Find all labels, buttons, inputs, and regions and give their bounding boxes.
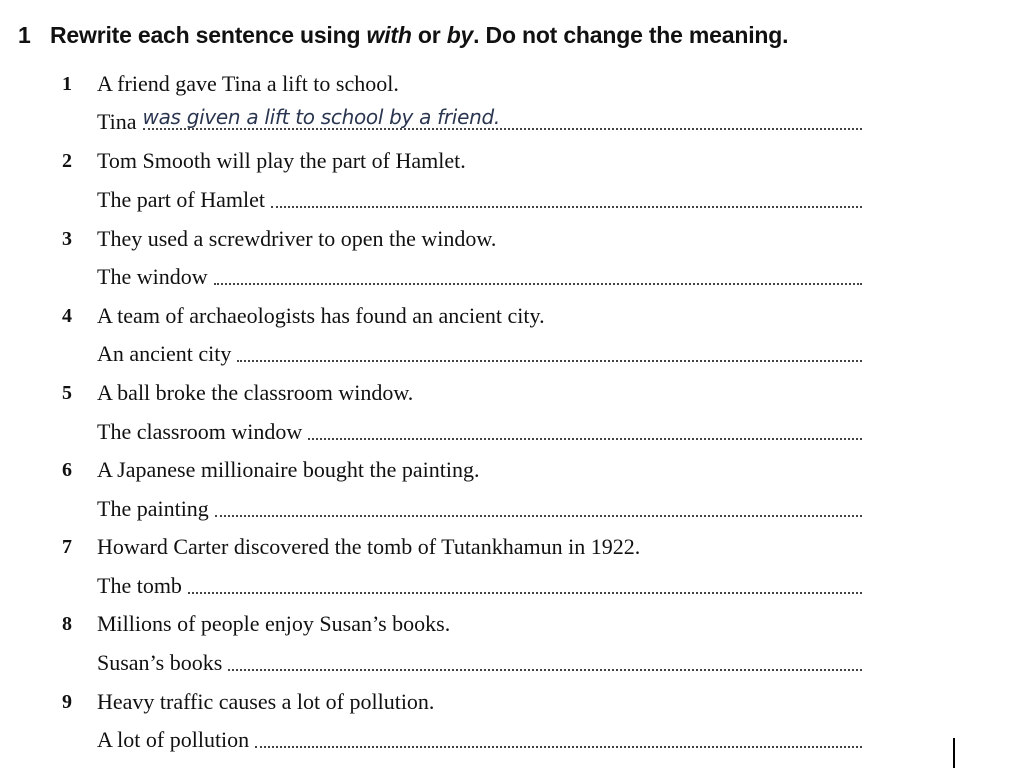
item-1-prompt: A friend gave Tina a lift to school. (97, 71, 399, 96)
item-5-answer-field[interactable] (308, 437, 862, 440)
item-5-prompt: A ball broke the classroom window. (97, 380, 414, 405)
item-1-answer-line[interactable] (97, 105, 862, 135)
item-1-stem: Tina (97, 109, 137, 134)
item-7-answer-line[interactable] (97, 573, 862, 599)
instruction-text-2: . Do not change the meaning. (473, 22, 789, 48)
item-2-number: 2 (62, 150, 72, 172)
item-9-answer-line[interactable] (97, 727, 862, 753)
exercise-number: 1 (18, 22, 31, 48)
item-6-stem: The painting (97, 496, 209, 521)
item-7-stem: The tomb (97, 573, 182, 598)
item-4-answer-field[interactable] (237, 359, 862, 362)
item-3-stem: The window (97, 264, 208, 289)
item-9-stem: A lot of pollution (97, 727, 250, 752)
item-4-stem: An ancient city (97, 341, 232, 366)
item-8-answer-line[interactable] (97, 650, 862, 676)
item-1-handwritten-answer: was given a lift to school by a friend. (142, 105, 500, 129)
instruction-word-with: with (366, 22, 412, 48)
item-6-answer-line[interactable] (97, 496, 862, 522)
item-4-answer-line[interactable] (97, 341, 862, 367)
item-9-answer-field[interactable] (255, 745, 862, 748)
instruction-word-by: by (446, 22, 474, 48)
item-9-number: 9 (62, 691, 72, 713)
item-1-answer-field[interactable] (142, 105, 862, 130)
item-7-prompt: Howard Carter discovered the tomb of Tutankhamun in 1922. (97, 534, 641, 559)
item-3-answer-line[interactable] (97, 264, 862, 290)
item-4-number: 4 (62, 305, 72, 327)
item-2-stem: The part of Hamlet (97, 187, 265, 212)
item-2-prompt: Tom Smooth will play the part of Hamlet. (97, 148, 466, 173)
item-7-answer-field[interactable] (188, 591, 862, 594)
item-4-prompt: A team of archaeologists has found an ancient city. (97, 303, 545, 328)
instruction-text-1: Rewrite each sentence using (50, 22, 367, 48)
item-3-prompt: They used a screwdriver to open the window. (97, 226, 497, 251)
item-3-number: 3 (62, 228, 72, 250)
item-6-answer-field[interactable] (215, 514, 862, 517)
item-5-stem: The classroom window (97, 419, 303, 444)
item-5-answer-line[interactable] (97, 419, 862, 445)
item-8-stem: Susan’s books (97, 650, 223, 675)
item-6-prompt: A Japanese millionaire bought the painting. (97, 457, 480, 482)
item-9-prompt: Heavy traffic causes a lot of pollution. (97, 689, 435, 714)
item-8-answer-field[interactable] (228, 668, 862, 671)
item-8-prompt: Millions of people enjoy Susan’s books. (97, 611, 451, 636)
item-5-number: 5 (62, 382, 72, 404)
item-2-answer-line[interactable] (97, 187, 862, 213)
item-7-number: 7 (62, 536, 72, 558)
item-8-number: 8 (62, 613, 72, 635)
item-2-answer-field[interactable] (271, 205, 862, 208)
item-6-number: 6 (62, 459, 72, 481)
item-3-answer-field[interactable] (214, 282, 862, 285)
instruction-text-or: or (411, 22, 447, 48)
text-cursor (953, 738, 955, 768)
item-1-number: 1 (62, 73, 72, 95)
